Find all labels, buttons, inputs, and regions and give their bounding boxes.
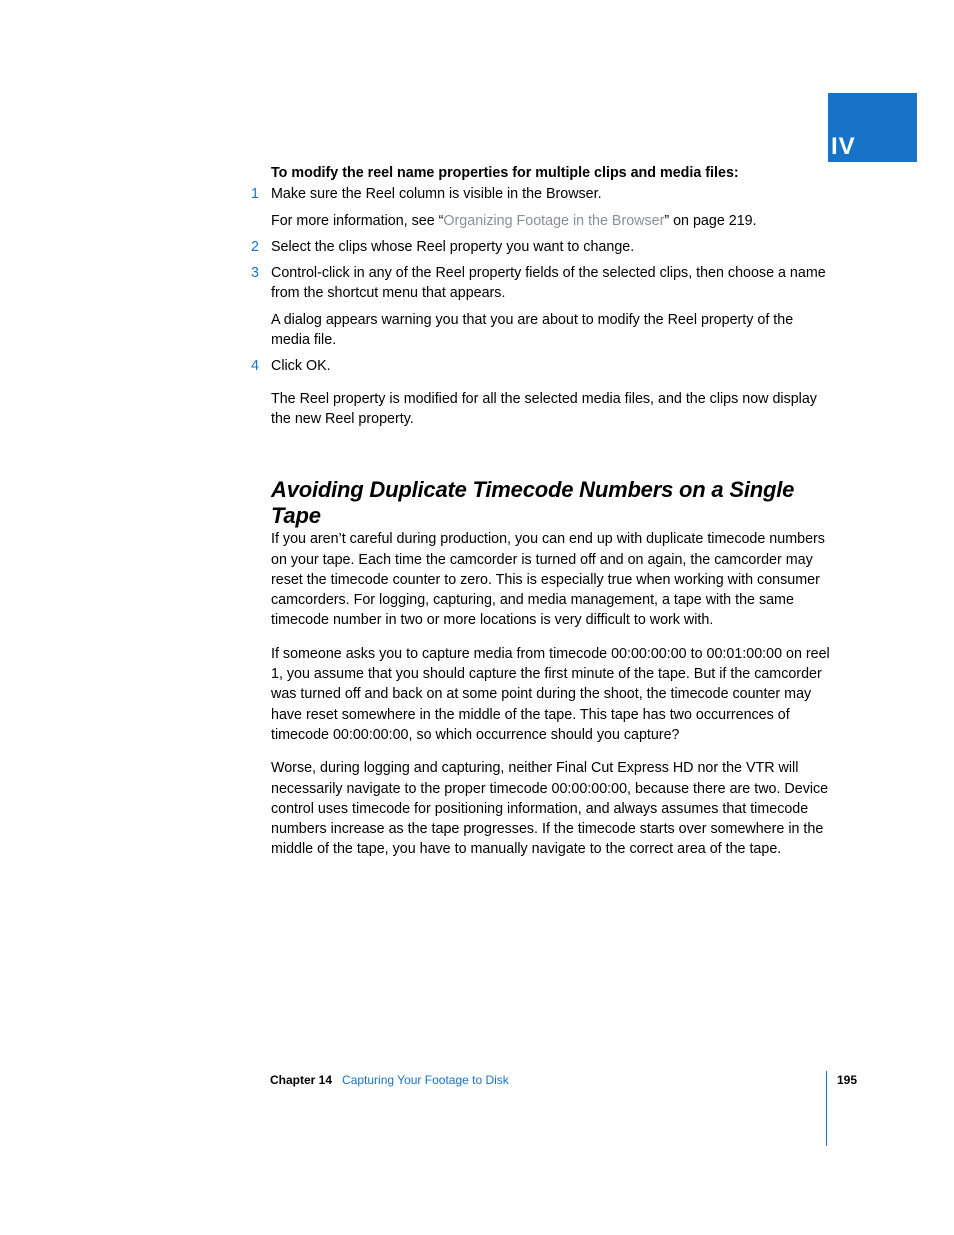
body-paragraph: If you aren’t careful during production, you can end up with duplicate timecode numbers on your tape. Each time the camcorder is turned off and on again, the camcorder may reset the timecode counter to zero. This is especially true when working with consumer camcorders. For logging, capturing, and media management, a tape with the same timecode number in two or more locations is very difficult to work with. [271, 531, 825, 629]
step-note [271, 211, 831, 231]
step-text: Select the clips whose Reel property you want to change. [271, 238, 635, 255]
step-number: 3 [251, 265, 259, 282]
step-text: Make sure the Reel column is visible in the Browser. [271, 186, 602, 203]
chapter-label: Chapter 14 [270, 1073, 333, 1087]
result-text: The Reel property is modified for all the selected media files, and the clips now display the new Reel property. [271, 390, 817, 427]
step-number: 1 [251, 186, 259, 203]
step-note: A dialog appears warning you that you are about to modify the Reel property of the media file. [271, 311, 794, 349]
page-content [251, 163, 831, 860]
note-prefix: For more information, see “ [271, 212, 444, 229]
step-number: 4 [251, 358, 259, 375]
cross-reference-link[interactable]: Organizing Footage in the Browser [443, 212, 665, 229]
chapter-title-link[interactable]: Capturing Your Footage to Disk [342, 1073, 509, 1087]
step-text: Control-click in any of the Reel property fields of the selected clips, then choose a name from the shortcut menu that appears. [271, 265, 826, 302]
step-3 [251, 263, 831, 350]
part-tab [828, 93, 917, 162]
footer-divider [826, 1071, 827, 1146]
task-heading: To modify the reel name properties for multiple clips and media files: [271, 165, 739, 181]
note-suffix: ” on page 219. [664, 212, 757, 229]
page-footer [270, 1072, 509, 1088]
step-text: Click OK. [271, 358, 331, 375]
step-4 [251, 356, 831, 376]
part-tab-label: IV [831, 133, 856, 160]
step-1 [251, 184, 831, 231]
body-paragraph: Worse, during logging and capturing, neither Final Cut Express HD nor the VTR will necessarily navigate to the proper timecode 00:00:00:00, because there are two. Device control uses timecode for positioning information, and always assumes that timecode numbers increase as the tape progresses. If the timecode starts over somewhere in the middle of the tape, you have to manually navigate to the correct area of the tape. [271, 760, 829, 858]
body-paragraph: If someone asks you to capture media from timecode 00:00:00:00 to 00:01:00:00 on reel 1, you assume that you should capture the first minute of the tape. But if the camcorder was turned off and back on at some point during the shoot, the timecode counter may have reset somewhere in the middle of the tape. This tape has two occurrences of timecode 00:00:00:00, so which occurrence should you capture? [271, 645, 830, 743]
step-2 [251, 237, 831, 257]
section-title: Avoiding Duplicate Timecode Numbers on a Single Tape [271, 477, 795, 529]
section-body [271, 529, 831, 859]
page-number: 195 [837, 1073, 858, 1087]
step-number: 2 [251, 238, 259, 255]
